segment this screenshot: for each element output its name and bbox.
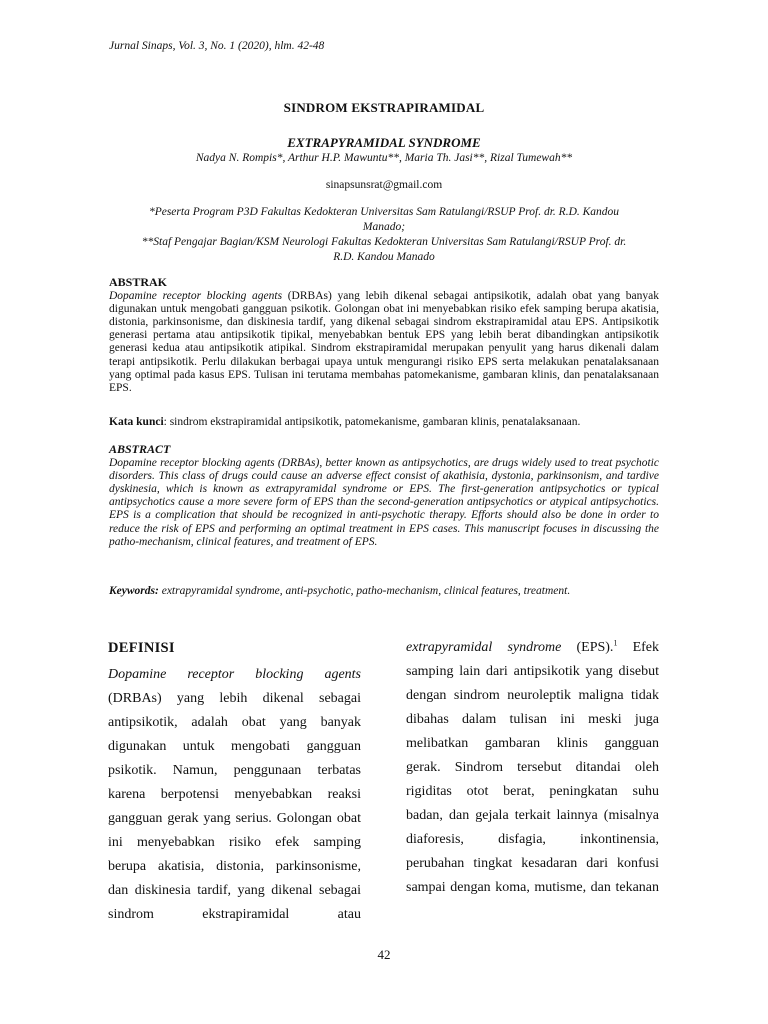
section-heading-definisi: DEFINISI — [108, 640, 175, 656]
page-number: 42 — [377, 947, 391, 962]
abstrak-heading: ABSTRAK — [109, 275, 168, 289]
text-line: dibahas dalam tulisan ini meski juga — [406, 712, 659, 727]
text-line: diaforesis, disfagia, inkontinensia, — [406, 832, 659, 847]
citation-superscript: 1 — [613, 638, 618, 648]
right-column — [406, 636, 659, 900]
text-line-first — [406, 636, 659, 660]
text-line: rigiditas otot berat, peningkatan suhu — [406, 784, 659, 799]
text-line: ini menyebabkan risiko efek samping — [108, 835, 361, 850]
affiliation-line: Manado; — [362, 221, 406, 233]
keywords-text: extrapyramidal syndrome, anti-psychotic, patho-mechanism, clinical features, treatment. — [158, 585, 571, 597]
affiliation-line: R.D. Kandou Manado — [333, 251, 435, 263]
title-english: EXTRAPYRAMIDAL SYNDROME — [287, 135, 481, 150]
text-line: (DRBAs) yang lebih dikenal sebagai — [108, 691, 361, 706]
text-line: Dopamine receptor blocking agents — [108, 667, 361, 682]
left-column — [108, 636, 361, 927]
text-line: samping lain dari antipsikotik yang disebut — [406, 664, 659, 679]
abstrak-section — [109, 276, 659, 395]
text-line: melibatkan gambaran klinis gangguan — [406, 736, 659, 751]
title-indonesian: SINDROM EKSTRAPIRAMIDAL — [283, 100, 485, 115]
affiliation-line: **Staf Pengajar Bagian/KSM Neurologi Fakultas Kedokteran Universitas Sam Ratulangi/RSUP Prof. dr. — [141, 236, 627, 248]
text-line: badan, dan gejala terkait lainnya (misalnya — [406, 808, 659, 823]
abstract-section — [109, 443, 659, 549]
text-line: perubahan tingkat kesadaran dari konfusi — [406, 856, 659, 871]
affiliation-line: *Peserta Program P3D Fakultas Kedokteran Universitas Sam Ratulangi/RSUP Prof. dr. R.D. Kandou — [148, 206, 620, 218]
kata-kunci-text: : sindrom ekstrapiramidal antipsikotik, patomekanisme, gambaran klinis, penatalaksanaan. — [163, 416, 581, 428]
italic-term: extrapyramidal syndrome — [406, 640, 562, 655]
text-line: sampai dengan koma, mutisme, dan tekanan — [406, 880, 659, 895]
keywords — [109, 585, 659, 598]
text-line: gerak. Sindrom tersebut ditandai oleh — [406, 760, 659, 775]
text-line: antipsikotik, adalah obat yang banyak — [108, 715, 361, 730]
abstrak-body — [109, 290, 659, 395]
affiliations — [109, 205, 659, 265]
keywords-label: Keywords: — [109, 585, 159, 597]
abstract-heading: ABSTRACT — [109, 442, 171, 456]
abstrak-lead: Dopamine receptor blocking agents — [109, 290, 283, 303]
abstract-body: Dopamine receptor blocking agents (DRBAs), better known as antipsychotics, are drugs widely used to treat psychotic disorders. This class of drugs could cause an adverse effect consist of akathisia, dystonia, parkinsonism, and tardive dyskinesia, which is known as extrapyramidal syndrome or EPS. The first-generation antipsychotics or typical antipsychotics cause a more severe form of EPS than the second-generation antipsychotics or atypical antipsychotics. EPS is a complication that should be recognized in anti-psychotic therapy. Efforts should also be done in order to reduce the risk of EPS and performing an optimal treatment in EPS cases. This manuscript focuses in discussing the patho-mechanism, clinical features, and treatment of EPS. — [109, 457, 659, 548]
abbrev: (EPS). — [561, 640, 614, 655]
abstrak-text: (DRBAs) yang lebih dikenal sebagai antipsikotik, adalah obat yang banyak digunakan untuk mengobati gangguan psikotik. Golongan obat ini menyebabkan risiko efek samping berupa akatisia, distonia, parkinsonisme, dan diskinesia tardif, yang dikenal sebagai sindrom ekstrapiramidal atau EPS. Antipsikotik generasi pertama atau antipsikotik tipikal, menyebabkan bentuk EPS yang lebih berat dibandingkan antipsikotik generasi kedua atau antipsikotik atipikal. Sindrom ekstrapiramidal merupakan penyulit yang harus dikenali dalam terapi antipsikotik. Perlu dilakukan berbagai upaya untuk mengurangi risiko EPS serta melakukan penatalaksanaan yang optimal pada kasus EPS. Tulisan ini terutama membahas patomekanisme, gambaran klinis, dan penatalaksanaan EPS. — [109, 290, 659, 394]
text-line: sindrom ekstrapiramidal atau — [108, 907, 361, 922]
text-tail: Efek — [617, 640, 659, 655]
text-line: dan diskinesia tardif, yang dikenal sebagai — [108, 883, 361, 898]
contact-email: sinapsunsrat@gmail.com — [325, 179, 443, 191]
running-head: Jurnal Sinaps, Vol. 3, No. 1 (2020), hlm. 42-48 — [109, 40, 325, 52]
text-line: gangguan gerak yang serius. Golongan obat — [108, 811, 361, 826]
text-line: digunakan untuk mengobati gangguan — [108, 739, 361, 754]
text-line: dengan sindrom neuroleptik maligna tidak — [406, 688, 659, 703]
text-line: psikotik. Namun, penggunaan terbatas — [108, 763, 361, 778]
kata-kunci-label: Kata kunci — [109, 416, 164, 428]
author-list: Nadya N. Rompis*, Arthur H.P. Mawuntu**, Maria Th. Jasi**, Rizal Tumewah** — [195, 152, 573, 164]
text-line: karena berpotensi menyebabkan reaksi — [108, 787, 361, 802]
title-block — [109, 100, 659, 265]
kata-kunci — [109, 416, 659, 429]
text-line: berupa akatisia, distonia, parkinsonisme, — [108, 859, 361, 874]
